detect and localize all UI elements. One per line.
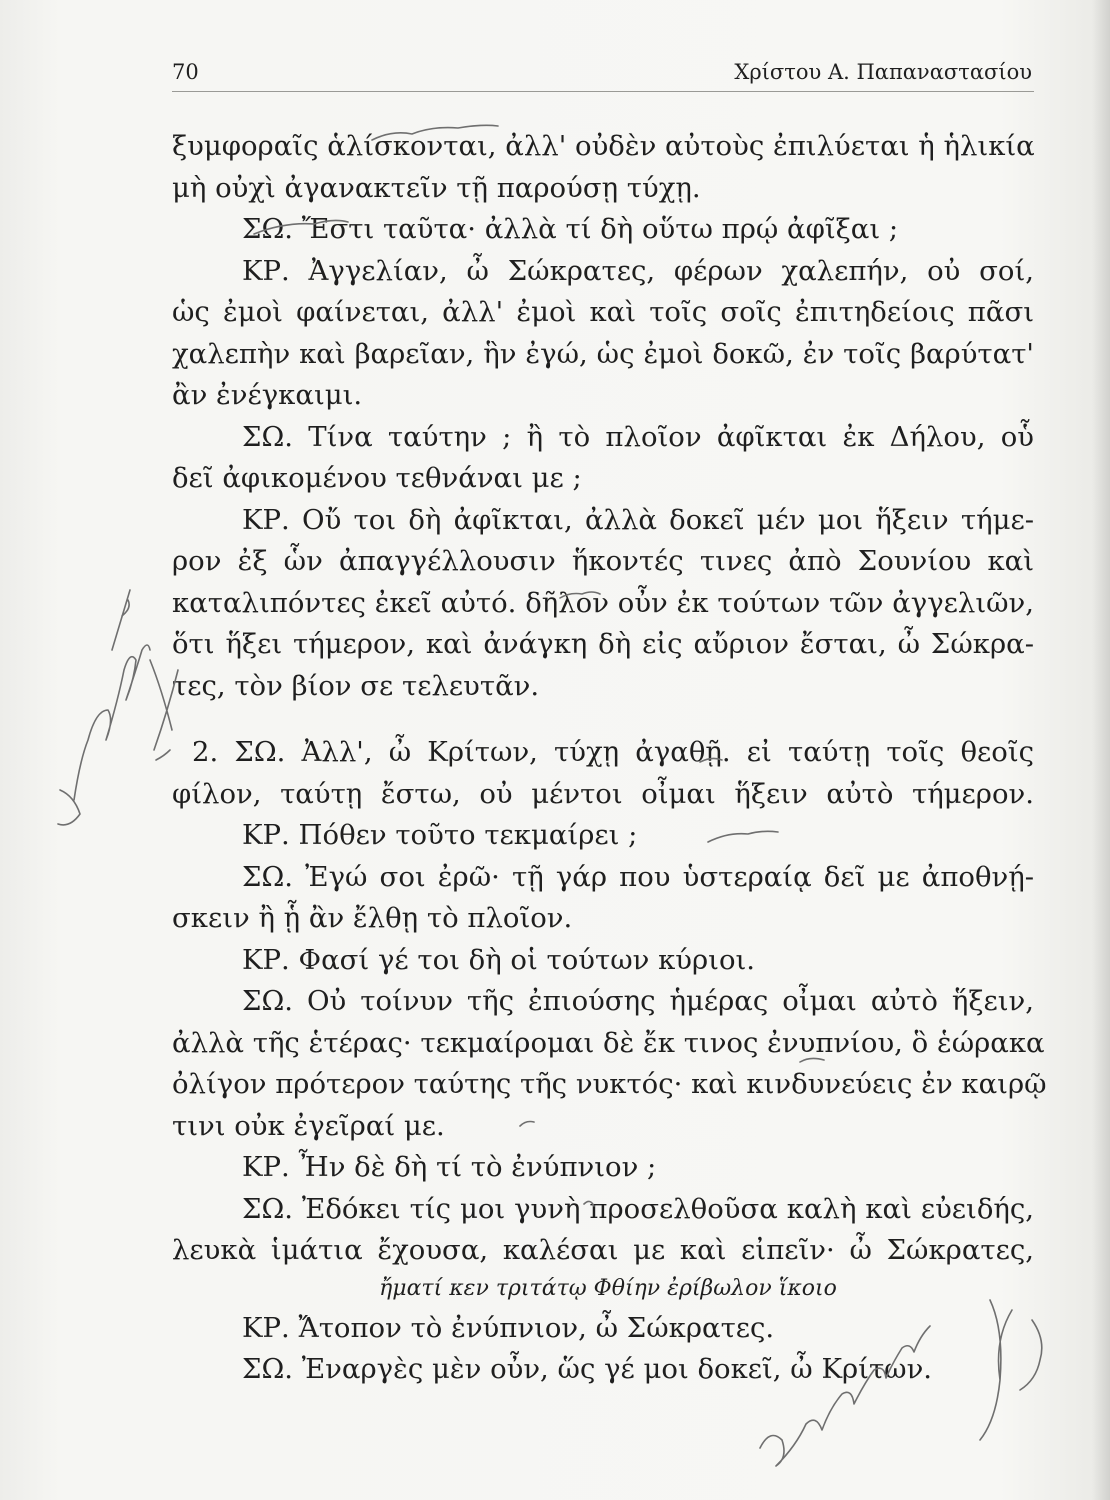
- text-line: ΚΡ. Πόθεν τοῦτο τεκμαίρει ;: [242, 819, 638, 851]
- text-line: ΣΩ. Ἐγώ σοι ἐρῶ· τῇ γάρ που ὑστεραίᾳ δεῖ με ἀποθνῄ-: [242, 860, 1034, 893]
- text-line: χαλεπὴν καὶ βαρεῖαν, ἣν ἐγώ, ὡς ἐμοὶ δοκῶ, ἐν τοῖς βαρύτατ': [172, 337, 1034, 370]
- text-line: λευκὰ ἱμάτια ἔχουσα, καλέσαι με καὶ εἰπεῖν· ὦ Σώκρατες,: [172, 1234, 1034, 1266]
- text-line: ΣΩ. Οὐ τοίνυν τῆς ἐπιούσης ἡμέρας οἶμαι αὐτὸ ἥξειν,: [242, 985, 1034, 1017]
- text-line: δεῖ ἀφικομένου τεθνάναι με ;: [172, 462, 582, 494]
- verse-quotation: ἤματί κεν τριτάτῳ Φθίην ἐρίβωλον ἵκοιο: [379, 1275, 837, 1301]
- page-number: 70: [172, 60, 199, 84]
- text-line: ΣΩ. Ἔστι ταῦτα· ἀλλὰ τί δὴ οὕτω πρῴ ἀφῖξαι ;: [242, 213, 899, 245]
- text-line: τες, τὸν βίον σε τελευτᾶν.: [172, 669, 540, 702]
- text-line: σκειν ἢ ᾗ ἂν ἔλθῃ τὸ πλοῖον.: [172, 902, 573, 934]
- margin-curl: [58, 790, 80, 825]
- text-body: [172, 126, 1047, 1391]
- text-line: ἂν ἐνέγκαιμι.: [172, 379, 363, 411]
- text-line: ὅτι ἥξει τήμερον, καὶ ἀνάγκη δὴ εἰς αὔριον ἔσται, ὦ Σώκρα-: [172, 628, 1034, 660]
- margin-scribble: [74, 590, 150, 800]
- text-line: ΚΡ. Οὔ τοι δὴ ἀφῖκται, ἀλλὰ δοκεῖ μέν μοι ἥξειν τήμε-: [242, 503, 1034, 536]
- text-line: ΚΡ. Ἦν δὲ δὴ τί τὸ ἐνύπνιον ;: [242, 1151, 657, 1183]
- text-line: ΣΩ. Τίνα ταύτην ; ἢ τὸ πλοῖον ἀφῖκται ἐκ Δήλου, οὗ: [242, 420, 1034, 453]
- text-line: ΚΡ. Ἄτοπον τὸ ἐνύπνιον, ὦ Σώκρατες.: [242, 1311, 775, 1344]
- text-line: ΚΡ. Φασί γέ τοι δὴ οἱ τούτων κύριοι.: [242, 943, 756, 976]
- page-gutter-shadow: [1092, 0, 1110, 1500]
- text-line: ΣΩ. Ἐδόκει τίς μοι γυνὴ προσελθοῦσα καλὴ καὶ εὐειδής,: [242, 1192, 1034, 1225]
- text-line: ΣΩ. Ἐναργὲς μὲν οὖν, ὥς γέ μοι δοκεῖ, ὦ Κρίτων.: [242, 1353, 933, 1385]
- header-rule: [172, 91, 1034, 92]
- text-line: ξυμφοραῖς ἁλίσκονται, ἀλλ' οὐδὲν αὐτοὺς ἐπιλύεται ἡ ἡλικία: [172, 130, 1035, 162]
- text-line: μὴ οὐχὶ ἀγανακτεῖν τῇ παρούσῃ τύχῃ.: [172, 171, 701, 204]
- text-line: ΚΡ. Ἀγγελίαν, ὦ Σώκρατες, φέρων χαλεπήν, οὐ σοί,: [242, 254, 1034, 287]
- section-2-line: 2. ΣΩ. Ἀλλ', ὦ Κρίτων, τύχῃ ἀγαθῇ. εἰ ταύτῃ τοῖς θεοῖς: [192, 736, 1034, 768]
- text-line: τινι οὐκ ἐγεῖραί με.: [172, 1109, 445, 1142]
- text-line: ἀλλὰ τῆς ἑτέρας· τεκμαίρομαι δὲ ἔκ τινος ἐνυπνίου, ὃ ἑώρακα: [172, 1026, 1045, 1059]
- text-line: καταλιπόντες ἐκεῖ αὐτό. δῆλον οὖν ἐκ τούτων τῶν ἀγγελιῶν,: [172, 586, 1034, 619]
- running-title: Χρίστου Α. Παπαναστασίου: [734, 60, 1032, 84]
- text-line: ρον ἐξ ὧν ἀπαγγέλλουσιν ἥκοντές τινες ἀπὸ Σουνίου καὶ: [172, 545, 1034, 577]
- text-line: ὀλίγον πρότερον ταύτης τῆς νυκτός· καὶ κινδυνεύεις ἐν καιρῷ: [172, 1068, 1047, 1100]
- page-header: [172, 56, 1032, 90]
- text-line: ὡς ἐμοὶ φαίνεται, ἀλλ' ἐμοὶ καὶ τοῖς σοῖς ἐπιτηδείοις πᾶσι: [172, 296, 1034, 328]
- text-line: φίλον, ταύτῃ ἔστω, οὐ μέντοι οἶμαι ἥξειν αὐτὸ τήμερον.: [172, 777, 1034, 810]
